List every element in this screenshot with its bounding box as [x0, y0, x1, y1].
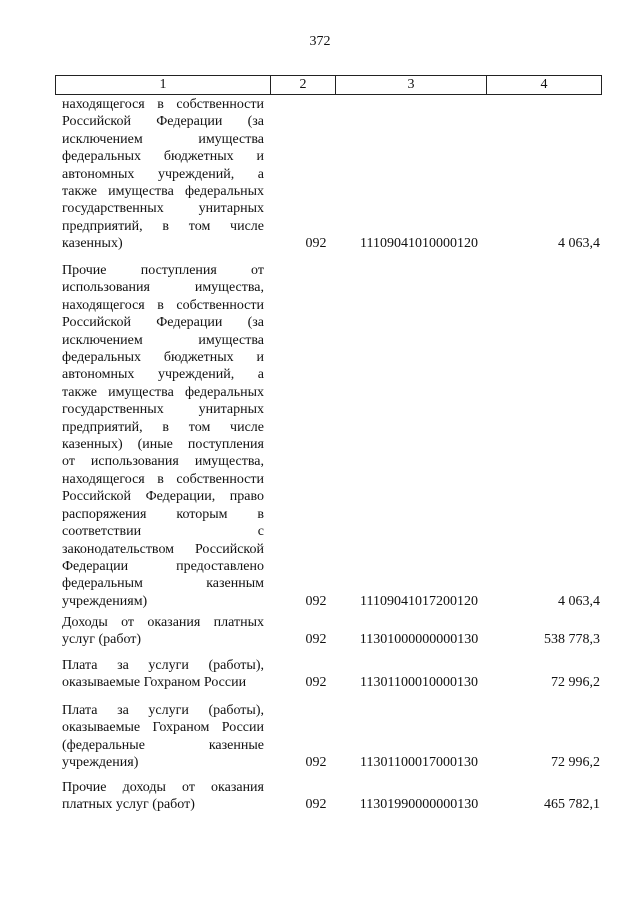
- row-description: [62, 96, 264, 253]
- description-line: оказываемые Гохраном России: [62, 675, 247, 691]
- row-budget-code: 11301990000000130: [359, 797, 479, 813]
- row-admin-code: 092: [305, 797, 327, 813]
- table-row: [62, 657, 600, 692]
- header-col-4: 4: [540, 77, 548, 92]
- row-amount: 72 996,2: [551, 675, 600, 691]
- description-line: казенных) (иные поступления: [62, 437, 264, 453]
- description-line: автономных учреждений, а: [62, 367, 264, 383]
- table-row: [62, 614, 600, 649]
- description-line: Федерации предоставлено: [62, 558, 264, 574]
- description-line: Российской Федерации (за: [62, 315, 264, 331]
- row-amount: 465 782,1: [544, 797, 600, 813]
- description-line: находящегося в собственности: [62, 297, 264, 313]
- row-amount: 72 996,2: [551, 755, 600, 771]
- description-line: распоряжения которым в: [62, 506, 264, 522]
- table-row: [62, 96, 600, 253]
- table-row: [62, 702, 600, 772]
- row-admin-code: 092: [305, 755, 327, 771]
- row-description: [62, 657, 264, 692]
- table-header: [55, 75, 602, 95]
- description-line: федеральным казенным: [62, 576, 264, 592]
- description-line: автономных учреждений, а: [62, 166, 264, 182]
- description-line: платных услуг (работ): [62, 797, 195, 813]
- description-line: предприятий, в том числе: [62, 419, 264, 435]
- row-budget-code: 11301100017000130: [360, 755, 478, 771]
- description-line: федеральных бюджетных и: [62, 350, 264, 366]
- row-budget-code: 11109041017200120: [360, 593, 478, 609]
- description-line: учреждениям): [62, 593, 148, 609]
- description-line: федеральных бюджетных и: [62, 149, 264, 165]
- description-line: казенных): [62, 236, 123, 252]
- row-admin-code: 092: [305, 632, 327, 648]
- page-number: 372: [309, 34, 331, 49]
- row-description: [62, 702, 264, 772]
- description-line: находящегося в собственности: [62, 97, 264, 112]
- description-line: учреждения): [62, 755, 139, 771]
- row-admin-code: 092: [305, 236, 327, 252]
- description-line: законодательством Российской: [62, 541, 264, 557]
- description-line: Плата за услуги (работы),: [62, 658, 264, 673]
- description-line: Российской Федерации (за: [62, 114, 264, 130]
- description-line: Доходы от оказания платных: [62, 615, 264, 630]
- description-line: Прочие поступления от: [62, 263, 264, 278]
- description-line: Плата за услуги (работы),: [62, 703, 264, 718]
- description-line: использования имущества,: [62, 280, 264, 296]
- row-budget-code: 11301000000000130: [359, 632, 479, 648]
- description-line: соответствии с: [62, 524, 264, 540]
- description-line: от использования имущества,: [62, 454, 264, 470]
- description-line: Прочие доходы от оказания: [62, 780, 264, 795]
- row-budget-code: 11109041010000120: [360, 236, 478, 252]
- table-row: [62, 779, 600, 814]
- description-line: исключением имущества: [62, 332, 264, 348]
- row-description: [62, 262, 264, 610]
- description-line: (федеральные казенные: [62, 737, 264, 753]
- row-description: [62, 614, 264, 649]
- description-line: находящегося в собственности: [62, 471, 264, 487]
- description-line: исключением имущества: [62, 131, 264, 147]
- row-amount: 4 063,4: [558, 593, 600, 609]
- row-amount: 538 778,3: [544, 632, 600, 648]
- description-line: оказываемые Гохраном России: [62, 720, 264, 736]
- row-budget-code: 11301100010000130: [360, 675, 478, 691]
- description-line: Российской Федерации, право: [62, 489, 264, 505]
- row-admin-code: 092: [305, 675, 327, 691]
- row-amount: 4 063,4: [558, 236, 600, 252]
- row-description: [62, 779, 264, 814]
- header-col-1: 1: [56, 76, 271, 94]
- description-line: также имущества федеральных: [62, 384, 264, 400]
- description-line: услуг (работ): [62, 632, 142, 648]
- header-col-3: 3: [336, 76, 487, 94]
- header-col-2: 2: [271, 76, 336, 94]
- description-line: государственных унитарных: [62, 402, 264, 418]
- description-line: государственных унитарных: [62, 201, 264, 217]
- table-row: [62, 262, 600, 610]
- row-admin-code: 092: [305, 593, 327, 609]
- description-line: предприятий, в том числе: [62, 218, 264, 234]
- description-line: также имущества федеральных: [62, 184, 264, 200]
